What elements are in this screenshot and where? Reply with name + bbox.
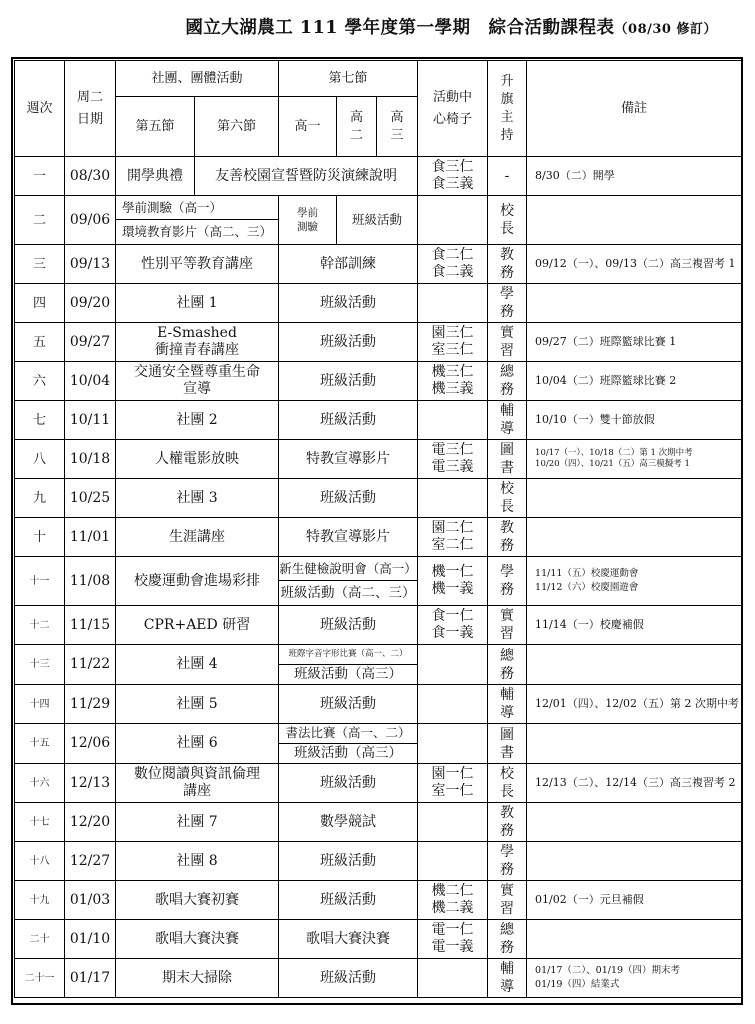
period-split-top: 學前測驗（高一） xyxy=(116,196,278,220)
period6-7-cell: 友善校園宣誓暨防災演練說明 xyxy=(195,157,418,196)
week-cell: 七 xyxy=(15,401,65,440)
remarks-cell: 8/30（二）開學 xyxy=(527,157,742,196)
schedule-table xyxy=(14,60,742,998)
header-center-line2: 心椅子 xyxy=(433,111,473,127)
remarks-cell xyxy=(527,479,742,518)
flag-cell: 總 務 xyxy=(488,362,527,401)
flag-cell: 實 習 xyxy=(488,323,527,362)
table-row xyxy=(15,245,742,284)
table-row xyxy=(15,557,742,606)
table-row xyxy=(15,685,742,724)
period7-cell: 班級活動 xyxy=(279,284,418,323)
remarks-cell xyxy=(527,196,742,245)
period7-cell: 班級活動 xyxy=(279,362,418,401)
header-date-line2: 日期 xyxy=(76,111,103,127)
week-cell: 四 xyxy=(15,284,65,323)
period7-cell: 班級活動 xyxy=(279,401,418,440)
period5-6-cell: 交通安全暨尊重生命 宣導 xyxy=(116,362,279,401)
remarks-cell: 11/14（一）校慶補假 xyxy=(527,606,742,645)
date-cell: 10/18 xyxy=(65,440,116,479)
week-cell: 二十一 xyxy=(15,959,65,998)
period5-6-cell: 社團 5 xyxy=(116,685,279,724)
chairs-cell: 食一仁 食一義 xyxy=(418,606,488,645)
remarks-cell: 01/17（二）、01/19（四）期末考 01/19（四）結業式 xyxy=(527,959,742,998)
date-cell: 10/11 xyxy=(65,401,116,440)
remarks-cell: 01/02（一）元旦補假 xyxy=(527,881,742,920)
chairs-cell xyxy=(418,479,488,518)
period7-split-top: 書法比賽（高一、二） xyxy=(279,724,417,744)
flag-cell: 輔 導 xyxy=(488,401,527,440)
remarks-cell: 11/11（五）校慶運動會 11/12（六）校慶園遊會 xyxy=(527,557,742,606)
period5-6-cell: 期末大掃除 xyxy=(116,959,279,998)
week-cell: 十四 xyxy=(15,685,65,724)
flag-cell: 學 務 xyxy=(488,842,527,881)
chairs-cell xyxy=(418,959,488,998)
table-row xyxy=(15,196,742,245)
week-cell: 九 xyxy=(15,479,65,518)
remarks-cell: 12/01（四）、12/02（五）第 2 次期中考 xyxy=(527,685,742,724)
period7-grade23-cell: 班級活動 xyxy=(337,196,418,245)
flag-cell: 輔 導 xyxy=(488,959,527,998)
flag-cell: 實 習 xyxy=(488,881,527,920)
period7-cell xyxy=(279,724,418,764)
table-row xyxy=(15,323,742,362)
table-row xyxy=(15,645,742,685)
chairs-cell: 電三仁 電三義 xyxy=(418,440,488,479)
date-cell: 10/25 xyxy=(65,479,116,518)
flag-cell: 圖 書 xyxy=(488,440,527,479)
period5-6-cell: 社團 7 xyxy=(116,803,279,842)
header-date xyxy=(65,61,116,157)
week-cell: 六 xyxy=(15,362,65,401)
period7-split-bottom: 班級活動（高三） xyxy=(294,665,403,682)
flag-cell: 教 務 xyxy=(488,803,527,842)
period5-6-cell: 社團 1 xyxy=(116,284,279,323)
header-grade1: 高一 xyxy=(279,97,337,157)
header-club-group: 社團、團體活動 xyxy=(116,61,279,97)
chairs-cell xyxy=(418,724,488,764)
date-cell: 01/17 xyxy=(65,959,116,998)
remarks-cell xyxy=(527,920,742,959)
date-cell: 11/01 xyxy=(65,518,116,557)
remarks-cell: 10/04（二）班際籃球比賽 2 xyxy=(527,362,742,401)
period5-6-cell: 生涯講座 xyxy=(116,518,279,557)
period7-split-top: 新生健檢說明會（高一） xyxy=(279,557,417,581)
date-cell: 09/20 xyxy=(65,284,116,323)
chairs-cell xyxy=(418,842,488,881)
period5-6-cell: 人權電影放映 xyxy=(116,440,279,479)
week-cell: 五 xyxy=(15,323,65,362)
date-cell: 12/13 xyxy=(65,764,116,803)
flag-cell: 校 長 xyxy=(488,479,527,518)
chairs-cell: 食二仁 食二義 xyxy=(418,245,488,284)
period5-6-cell: 性別平等教育講座 xyxy=(116,245,279,284)
chairs-cell: 食三仁 食三義 xyxy=(418,157,488,196)
period7-cell: 班級活動 xyxy=(279,479,418,518)
date-cell: 12/27 xyxy=(65,842,116,881)
header-flag xyxy=(488,61,527,157)
date-cell: 09/27 xyxy=(65,323,116,362)
table-row xyxy=(15,401,742,440)
table-row xyxy=(15,724,742,764)
week-cell: 八 xyxy=(15,440,65,479)
chairs-cell xyxy=(418,284,488,323)
week-cell: 三 xyxy=(15,245,65,284)
period5-6-cell: 社團 3 xyxy=(116,479,279,518)
period7-cell: 班級活動 xyxy=(279,959,418,998)
period-split-bottom: 環境教育影片（高二、三） xyxy=(122,224,273,239)
flag-cell: 校 長 xyxy=(488,764,527,803)
date-cell: 11/08 xyxy=(65,557,116,606)
period7-cell: 幹部訓練 xyxy=(279,245,418,284)
header-period7: 第七節 xyxy=(279,61,418,97)
date-cell: 01/03 xyxy=(65,881,116,920)
week-cell: 十三 xyxy=(15,645,65,685)
flag-cell: 總 務 xyxy=(488,645,527,685)
date-cell: 09/13 xyxy=(65,245,116,284)
period5-cell: 開學典禮 xyxy=(116,157,195,196)
week-cell: 十七 xyxy=(15,803,65,842)
remarks-cell: 09/12（一）、09/13（二）高三複習考 1 xyxy=(527,245,742,284)
remarks-cell: 09/27（二）班際籃球比賽 1 xyxy=(527,323,742,362)
period5-6-cell: 校慶運動會進場彩排 xyxy=(116,557,279,606)
week-cell: 十九 xyxy=(15,881,65,920)
table-row xyxy=(15,881,742,920)
flag-cell: 校 長 xyxy=(488,196,527,245)
period7-cell xyxy=(279,557,418,606)
flag-cell: 輔 導 xyxy=(488,685,527,724)
date-cell: 01/10 xyxy=(65,920,116,959)
date-cell: 10/04 xyxy=(65,362,116,401)
period7-cell xyxy=(279,645,418,685)
table-row xyxy=(15,959,742,998)
period5-6-cell: 數位閱讀與資訊倫理 講座 xyxy=(116,764,279,803)
table-row xyxy=(15,284,742,323)
chairs-cell xyxy=(418,196,488,245)
date-cell: 11/29 xyxy=(65,685,116,724)
table-row xyxy=(15,362,742,401)
period5-6-cell: 歌唱大賽初賽 xyxy=(116,881,279,920)
page-title xyxy=(0,14,755,39)
chairs-cell: 園二仁 室二仁 xyxy=(418,518,488,557)
table-body xyxy=(15,157,742,998)
period5-6-cell: 歌唱大賽決賽 xyxy=(116,920,279,959)
table-row xyxy=(15,803,742,842)
chairs-cell xyxy=(418,685,488,724)
flag-cell: 教 務 xyxy=(488,245,527,284)
chairs-cell: 機二仁 機二義 xyxy=(418,881,488,920)
week-cell: 十 xyxy=(15,518,65,557)
week-cell: 十一 xyxy=(15,557,65,606)
period7-cell: 班級活動 xyxy=(279,685,418,724)
period7-split-bottom: 班級活動（高二、三） xyxy=(280,585,416,601)
flag-cell: 圖 書 xyxy=(488,724,527,764)
period7-split-top: 班際字音字形比賽（高一、二） xyxy=(279,645,417,665)
remarks-cell: 10/10（一）雙十節放假 xyxy=(527,401,742,440)
header-center-line1: 活動中 xyxy=(433,89,473,105)
chairs-cell: 電一仁 電一義 xyxy=(418,920,488,959)
header-grade3-text: 高 三 xyxy=(390,109,404,143)
chairs-cell xyxy=(418,803,488,842)
header-week: 週次 xyxy=(15,61,65,157)
remarks-cell: 10/17（一）、10/18（二）第 1 次期中考 10/20（四）、10/21（五）高三模擬考 1 xyxy=(527,440,742,479)
period7-cell: 班級活動 xyxy=(279,606,418,645)
header-grade2-text: 高 二 xyxy=(350,109,364,143)
chairs-cell xyxy=(418,401,488,440)
header-date-line1: 周二 xyxy=(76,89,103,105)
period7-cell: 特教宣導影片 xyxy=(279,518,418,557)
week-cell: 二 xyxy=(15,196,65,245)
flag-cell: 學 務 xyxy=(488,557,527,606)
period5-6-cell: 社團 2 xyxy=(116,401,279,440)
header-period5: 第五節 xyxy=(116,97,195,157)
flag-cell: 實 習 xyxy=(488,606,527,645)
table-row xyxy=(15,479,742,518)
flag-cell: 總 務 xyxy=(488,920,527,959)
remarks-cell xyxy=(527,284,742,323)
period7-cell: 歌唱大賽決賽 xyxy=(279,920,418,959)
period7-split-bottom: 班級活動（高三） xyxy=(294,744,403,761)
date-cell: 09/06 xyxy=(65,196,116,245)
flag-cell: - xyxy=(488,157,527,196)
header-center-chairs xyxy=(418,61,488,157)
table-row xyxy=(15,764,742,803)
week-cell: 一 xyxy=(15,157,65,196)
chairs-cell xyxy=(418,645,488,685)
period5-6-cell: 社團 6 xyxy=(116,724,279,764)
flag-cell: 學 務 xyxy=(488,284,527,323)
table-row xyxy=(15,518,742,557)
flag-cell: 教 務 xyxy=(488,518,527,557)
period7-cell: 班級活動 xyxy=(279,323,418,362)
chairs-cell: 機一仁 機一義 xyxy=(418,557,488,606)
chairs-cell: 園一仁 室一仁 xyxy=(418,764,488,803)
header-grade2 xyxy=(337,97,377,157)
date-cell: 12/06 xyxy=(65,724,116,764)
table-row xyxy=(15,157,742,196)
remarks-cell xyxy=(527,645,742,685)
date-cell: 11/22 xyxy=(65,645,116,685)
period7-cell: 班級活動 xyxy=(279,842,418,881)
title-text: 國立大湖農工 111 學年度第一學期 綜合活動課程表 xyxy=(185,18,615,38)
period5-6-cell xyxy=(116,196,279,245)
header-period6: 第六節 xyxy=(195,97,279,157)
period7-cell: 班級活動 xyxy=(279,764,418,803)
period5-6-cell: E-Smashed 衝撞青春講座 xyxy=(116,323,279,362)
header-grade3 xyxy=(377,97,418,157)
week-cell: 十八 xyxy=(15,842,65,881)
period7-cell: 班級活動 xyxy=(279,881,418,920)
week-cell: 十二 xyxy=(15,606,65,645)
remarks-cell xyxy=(527,803,742,842)
week-cell: 十六 xyxy=(15,764,65,803)
period5-6-cell: CPR+AED 研習 xyxy=(116,606,279,645)
period7-grade1-cell: 學前 測驗 xyxy=(279,196,337,245)
header-flag-text: 升 旗 主 持 xyxy=(500,73,514,143)
remarks-cell xyxy=(527,724,742,764)
remarks-cell xyxy=(527,518,742,557)
week-cell: 二十 xyxy=(15,920,65,959)
revision-label: （08/30 修訂） xyxy=(614,22,717,37)
table-row xyxy=(15,440,742,479)
table-header xyxy=(15,61,742,157)
period5-6-cell: 社團 4 xyxy=(116,645,279,685)
date-cell: 11/15 xyxy=(65,606,116,645)
chairs-cell: 機三仁 機三義 xyxy=(418,362,488,401)
header-remarks: 備註 xyxy=(527,61,742,157)
chairs-cell: 園三仁 室三仁 xyxy=(418,323,488,362)
period7-cell: 特教宣導影片 xyxy=(279,440,418,479)
week-cell: 十五 xyxy=(15,724,65,764)
table-row xyxy=(15,842,742,881)
table-row xyxy=(15,920,742,959)
date-cell: 12/20 xyxy=(65,803,116,842)
remarks-cell: 12/13（二）、12/14（三）高三複習考 2 xyxy=(527,764,742,803)
table-row xyxy=(15,606,742,645)
remarks-cell xyxy=(527,842,742,881)
period7-cell: 數學競試 xyxy=(279,803,418,842)
period5-6-cell: 社團 8 xyxy=(116,842,279,881)
date-cell: 08/30 xyxy=(65,157,116,196)
